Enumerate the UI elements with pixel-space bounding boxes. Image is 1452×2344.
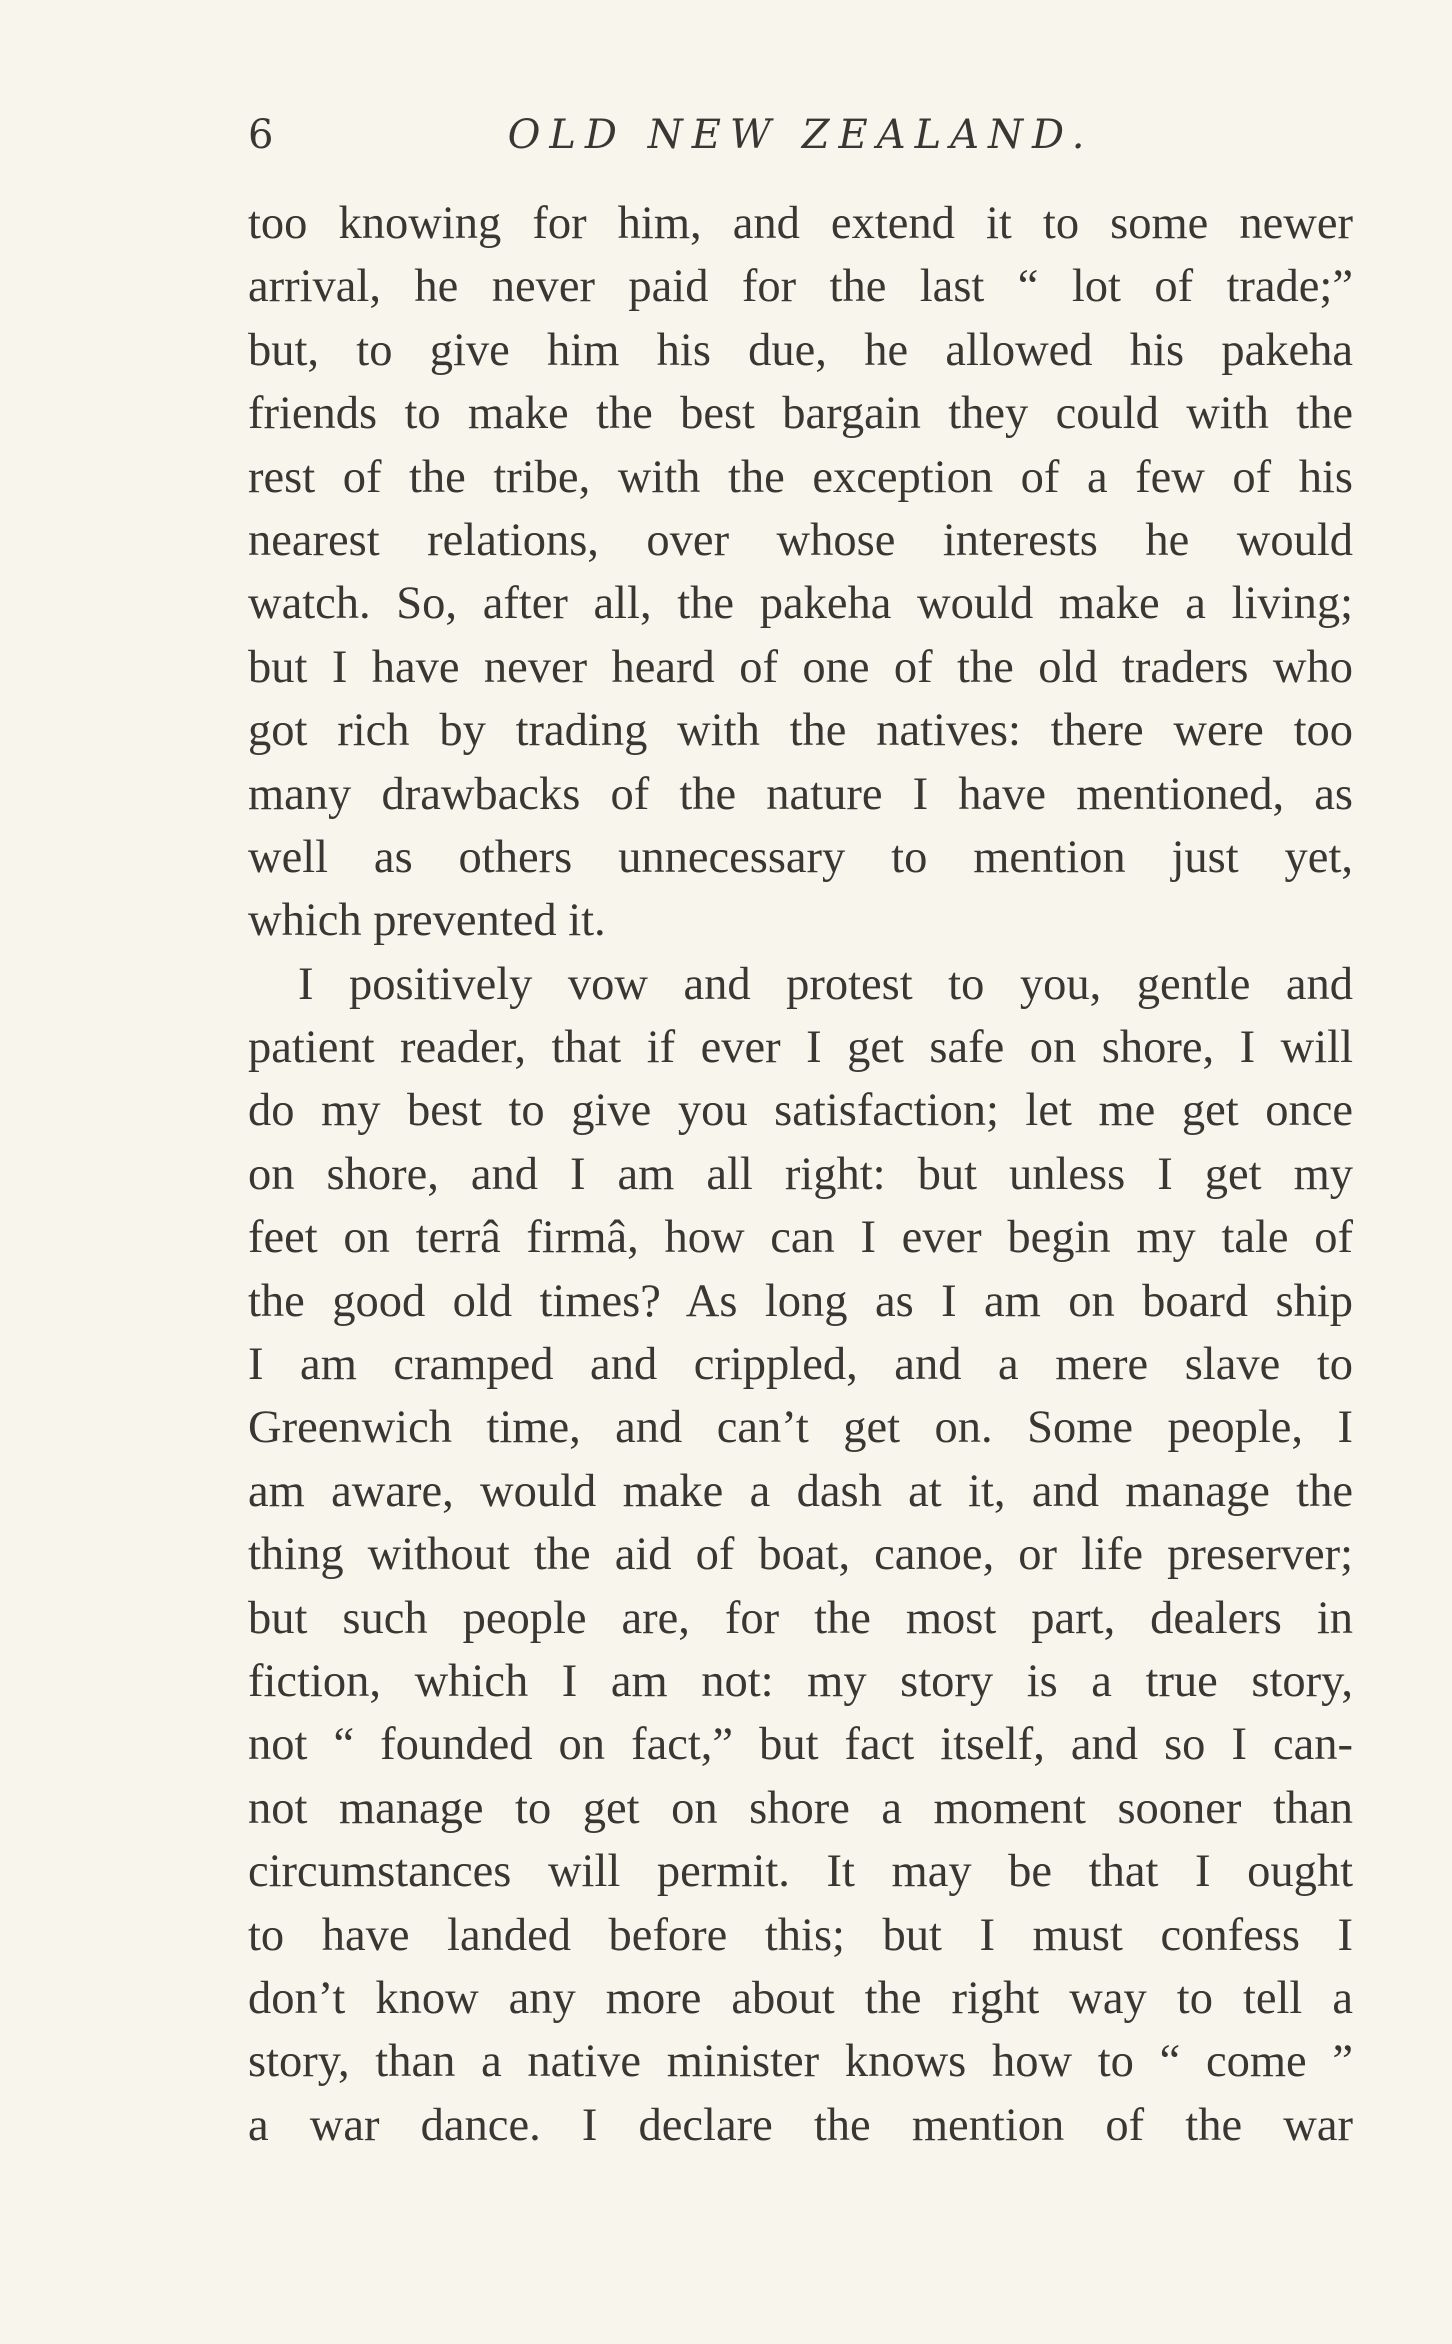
text-line: circumstances will permit. It may be that I ought [248,1846,1353,1898]
text-line: fiction, which I am not: my story is a true story, [248,1655,1353,1707]
text-line: am aware, would make a dash at it, and manage the [248,1465,1353,1517]
text-line: don’t know any more about the right way to tell a [248,1972,1353,2024]
text-line: not “ founded on fact,” but fact itself, and so I can- [248,1719,1353,1771]
text-line: but I have never heard of one of the old traders who [248,641,1353,693]
text-line: thing without the aid of boat, canoe, or life preserver; [248,1529,1353,1581]
text-line: patient reader, that if ever I get safe on shore, I will [248,1022,1353,1074]
text-line: the good old times? As long as I am on board ship [248,1275,1353,1327]
text-line: got rich by trading with the natives: there were too [248,705,1353,757]
text-line: friends to make the best bargain they could with the [248,388,1353,440]
text-line: feet on terrâ firmâ, how can I ever begin my tale of [248,1212,1353,1264]
text-line: which prevented it. [248,895,606,947]
text-line: watch. So, after all, the pakeha would make a living; [248,578,1353,630]
text-line: I am cramped and crippled, and a mere slave to [248,1339,1353,1391]
text-line: but such people are, for the most part, dealers in [248,1592,1353,1644]
text-line: a war dance. I declare the mention of the war [248,2099,1353,2151]
text-line: rest of the tribe, with the exception of a few of his [248,451,1353,503]
text-line: story, than a native minister knows how to “ come ” [248,2036,1353,2088]
text-line: do my best to give you satisfaction; let me get once [248,1085,1353,1137]
text-line: nearest relations, over whose interests he would [248,514,1353,566]
text-line: not manage to get on shore a moment sooner than [248,1782,1353,1834]
text-line: arrival, he never paid for the last “ lot of trade;” [248,261,1353,313]
body-text [248,192,1353,2157]
text-line: to have landed before this; but I must confess I [248,1909,1353,1961]
page-number: 6 [248,112,274,158]
text-line: well as others unnecessary to mention just yet, [248,831,1353,883]
text-line: on shore, and I am all right: but unless I get my [248,1148,1353,1200]
text-line: Greenwich time, and can’t get on. Some people, I [248,1402,1353,1454]
paragraph-2 [248,953,1353,2157]
text-line: I positively vow and protest to you, gentle and [298,958,1353,1010]
page-header [248,112,1353,172]
paragraph-1 [248,192,1353,953]
text-line: many drawbacks of the nature I have mentioned, as [248,768,1353,820]
text-line: but, to give him his due, he allowed his pakeha [248,324,1353,376]
text-line: too knowing for him, and extend it to some newer [248,198,1353,249]
running-title: OLD NEW ZEALAND. [507,112,1094,158]
